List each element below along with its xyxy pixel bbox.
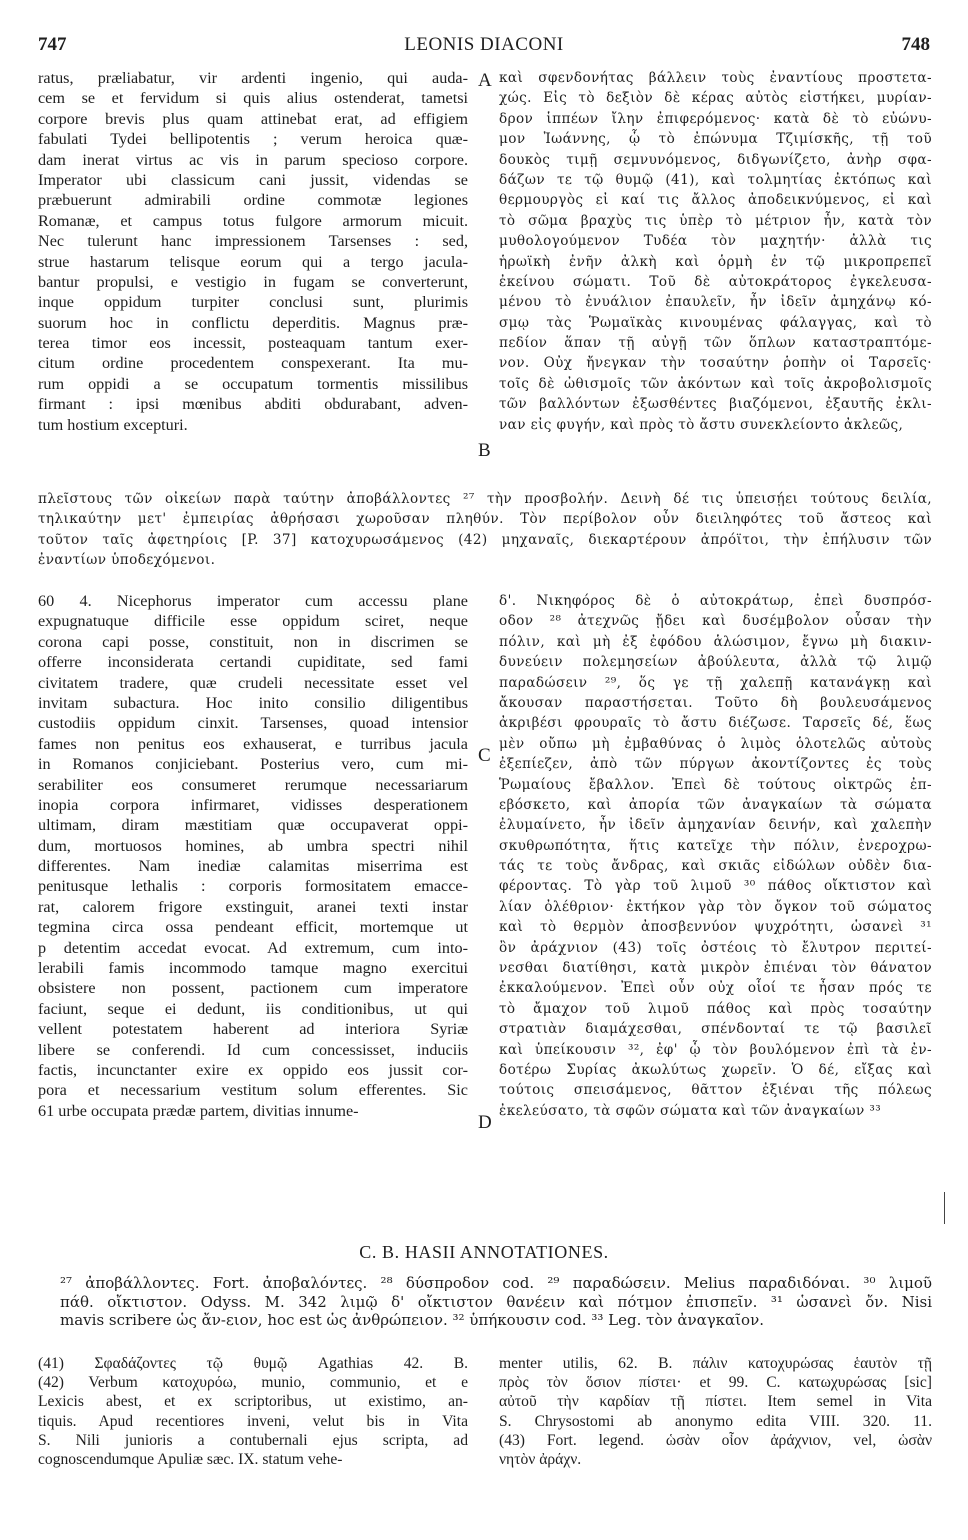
text-line: civitatem tradere, quæ crudeli necessitate esset vel [38, 673, 468, 692]
text-line: terea timor eos incessit, posteaquam tantum exer- [38, 334, 468, 353]
text-line: αὐτοῦ τὴν καρδίαν τῇ πίστει. Item semel in Vita [499, 1393, 932, 1411]
text-line: lerabili famis incommodo tamque magno exercitui [38, 959, 468, 978]
text-line: differentes. Nam inediæ calamitas miserrima est [38, 857, 468, 876]
text-line: S. Nili junioris a contubernali ejus scripta, ad [38, 1431, 468, 1449]
text-line: σμῳ τὰς Ῥωμαϊκὰς κινουμένας φάλαγγας, καὶ τὸ [499, 314, 932, 331]
text-line: serabiliter eos consumeret rerumque necessariarum [38, 775, 468, 794]
running-title: LEONIS DIACONI [404, 34, 564, 55]
text-line: νον. Οὐχ ἤνεγκαν τὴν τοσαύτην ῥοπὴν οἱ Ταρσεῖς· [499, 355, 932, 372]
margin-marker-b: B [478, 440, 491, 461]
text-line: ἀκριβέσι φρουραῖς τὸ ἄστυ διέζωσε. Ταρσεῖς δέ, ἕως [499, 715, 932, 732]
text-line: τὸ ἄμαχον τοῦ λιμοῦ πάθος καὶ πρὸς τοσαύτην [499, 1000, 932, 1017]
text-line: in Romanos conjiciebant. Posterius vero, cum mi- [38, 755, 468, 774]
text-line: rat, calorem frigore exstinguit, aranei texti instar [38, 897, 468, 916]
text-line: μὲν οὔπω μὴ ἐμβαθύνας ὁ λιμὸς ὁλοτελῶς αὐτοὺς [499, 735, 932, 752]
text-line: καὶ σφενδονήτας βάλλειν τοὺς ἐναντίους προστετα- [499, 70, 932, 86]
margin-marker-c: C [478, 745, 491, 766]
text-line: ἐκκαλούμενον. Ἐπεὶ οὖν οὐχ οἷοί τε ἦσαν πρός τε [499, 980, 932, 997]
text-line: S. Chrysostomi ab anonymo edita VIII. 320. 11. [499, 1412, 932, 1430]
text-line: ἐκείνου σώματι. Τοῦ δὲ αὐτοκράτορος ἐγκελευσα- [499, 273, 932, 290]
text-line: penitusque lethalis : corporis formositatem emacce- [38, 877, 468, 896]
text-line: θερμουργὸς εἰ καί τις ἄλλος ἀποδεικνύμενος, εἰ καὶ [499, 192, 932, 209]
text-line: τῶν βαλλόντων ἐξωσθέντες βιαζόμενοι, ἐξαυτῆς ἐκλι- [499, 396, 932, 413]
text-line: ἐναντίων ὑποδεχόμενοι. [38, 552, 216, 569]
text-line: πεδίον ἅπαν τῇ αὐγῇ τῶν ὅπλων καταστραπτόμε- [499, 335, 932, 352]
text-line: ἐξεπίεζεν, ἀπὸ τῶν πύργων ἀκοντίζοντες ἐς τοὺς [499, 756, 932, 773]
footnotes-right [499, 1354, 932, 1469]
annotations-block [60, 1274, 932, 1330]
text-line: inopia corpora infirmaret, vidisses desperationem [38, 795, 468, 814]
text-line: τοῦτον ταῖς ἀφετηρίοις [P. 37] κατοχυρωσάμενος (42) μηχαναῖς, διεκαρτέρουν ἀπρόϊτοι, τὴν ἐπήλυσιν τῶν [38, 531, 932, 548]
text-line: libere se conferendi. Id cum concessisset, induciis [38, 1040, 468, 1059]
text-line: firmant : ipsi mœnibus abditi obdurabant, adven- [38, 395, 468, 414]
text-line: suorum hoc in conflictu deperditis. Magnus præ- [38, 313, 468, 332]
text-line: ²⁷ ἀποβάλλοντες. Fort. ἀποβαλόντες. ²⁸ δύσπροδον cod. ²⁹ παραδώσειν. Melius παραδιδόναι. ³⁰ λιμοῦ [60, 1274, 932, 1292]
text-line: Ῥωμαίους ἔβαλλον. Ἐπεὶ δὲ τούτους οἰκτρῶς ἐπ- [499, 776, 932, 793]
text-line: expugnatuque difficile esse oppidum sciret, neque [38, 612, 468, 631]
page-number-left: 747 [38, 34, 67, 55]
text-line: corpore brevis plus quam attinebat erat, ad effigiem [38, 109, 468, 128]
margin-marker-a: A [478, 70, 492, 91]
page-number-right: 748 [901, 34, 930, 55]
text-line: παραδώσειν ²⁹, ὅς γε τῇ χαλεπῇ κατανάγκῃ καὶ [499, 674, 932, 691]
text-line: πρὸς τὸν ὅσιον πίστει· et 99. C. κατωχυρώσας [sic] [499, 1374, 932, 1392]
margin-marker-d: D [478, 1112, 492, 1133]
text-line: inque oppidum turpiter conclusi sunt, plurimis [38, 293, 468, 312]
text-line: ὂν ἀράχνιον (43) τοῖς ὀστέοις τὸ ἔλυτρον περιτεί- [499, 939, 932, 956]
text-line: mavis scribere ὡς ἄν-ειον, hoc est ὡς ἀνθρώπειον. ³² ὑπήκουσιν cod. ³³ Leg. τὸν ἀναγκαῖον. [60, 1311, 764, 1330]
text-line: vellent potestatem haberent ad interiora Syriæ [38, 1020, 468, 1039]
text-line: custodiis oppidum cinxit. Tarsenses, quoad intensior [38, 714, 468, 733]
text-line: factis, incunctanter exire ex oppido eos jussit cor- [38, 1060, 468, 1079]
text-line: strue hastarum telisque eorum qui a tergo jacula- [38, 252, 468, 271]
text-line: Nec tulerunt hanc impressionem Tarsenses : sed, [38, 232, 468, 251]
text-line: offerre inconsiderata certandi cupiditate, sed fami [38, 653, 468, 672]
text-line: νητὸν ἀράχν. [499, 1450, 582, 1468]
text-line: φέροντας. Τὸ γὰρ τοῦ λιμοῦ ³⁰ πάθος οἴκτιστον καὶ [499, 878, 932, 895]
latin-column-section-4 [38, 591, 468, 1121]
text-line: cognoscendumque Apuliæ sæc. IX. statum vehe- [38, 1450, 343, 1468]
text-line: μένου τὸ ἐνυάλιον ἐπαυλεῖν, ἦν ἰδεῖν ἀμηχάνῳ κό- [499, 294, 932, 311]
text-line: tegmina circa ossa pendeant efficit, mortemque ut [38, 918, 468, 937]
text-line: ratus, præliabatur, vir ardenti ingenio, qui auda- [38, 69, 468, 87]
text-line: (42) Verbum κατοχυρόω, munio, communio, et e [38, 1374, 468, 1392]
text-line: dam inerat virtus ac vis in parum specioso corpore. [38, 150, 468, 169]
text-line: οδον ²⁸ ἀτεχνῶς ᾔδει καὶ δυσέμβολον οὖσαν τὴν [499, 613, 932, 630]
text-line: corona capi posse, constituit, non in discrimen se [38, 632, 468, 651]
text-line: (43) Fort. legend. ὡσὰν οἷον ἀράχνιον, vel, ὡσὰν [499, 1431, 932, 1449]
text-line: καὶ τὸ θερμὸν ἀποσβεννύον ψυχρότητι, ὡσανεὶ ³¹ [499, 919, 932, 936]
greek-column-top [499, 68, 932, 435]
text-line: invitam subactura. Hoc inito consilio diligentibus [38, 693, 468, 712]
text-line: cem se et fervidum si quis alius ostenderat, tametsi [38, 89, 468, 108]
latin-column-top [38, 68, 468, 435]
text-line: ἐκελεύσατο, τὰ σφῶν σώματα καὶ τῶν ἀναγκαίων ³³ [499, 1102, 882, 1119]
text-line: τάς τε τοὺς ἄνδρας, καὶ σκιᾶς εἰδώλων οὐδὲν δια- [499, 858, 932, 875]
text-line: bantur propulsi, e vestigio in fugam se converterunt, [38, 272, 468, 291]
text-line: fabulati Tydei bellipotentis ; verum heroica quæ- [38, 130, 468, 149]
text-line: λίαν ὀλέθριον· ἐκτήκον γὰρ τὸν ὄγκον τοῦ σώματος [499, 898, 932, 915]
text-line: πόλιν, καὶ μὴ ἐξ ἐφόδου ἁλώσιμον, ἔγνω μὴ διακιν- [499, 633, 932, 650]
text-line: πλεῖστους τῶν οἰκείων παρὰ ταύτην ἀποβάλλοντες ²⁷ τὴν προσβολήν. Δεινὴ δέ τις ὑπεισῄει τούτους δειλία, [38, 491, 932, 507]
text-line: χώς. Εἰς τὸ δεξιὸν δὲ κέρας αὐτὸς εἱστήκει, μυρίαν- [499, 90, 932, 107]
text-line: δυνεύειν πολεμησείων ἀβούλευτα, ἀλλὰ τῷ λιμῷ [499, 654, 932, 671]
text-line: μυθολογούμενον Τυδέα τὸν μαχητήν· ἀλλὰ τις [499, 233, 932, 250]
greek-full-width-lines [38, 489, 932, 571]
text-line: tum hostium excepturi. [38, 415, 188, 434]
text-line: δρον ἱππέων ἴλην ἐπιφερόμενος· κατὰ δὲ τὸ εὐώνυ- [499, 110, 932, 127]
footnotes-left [38, 1354, 468, 1469]
running-header [38, 34, 930, 60]
annotations-heading: C. B. HASII ANNOTATIONES. [359, 1242, 609, 1262]
text-line: τὸ σῶμα βραχὺς τις ὑπὲρ τὸ μέτριον ἦν, κατὰ τὸν [499, 212, 932, 229]
text-line: μον Ἰωάννης, ᾧ τὸ ἐπώνυμα Τζιμίσκῆς, τῇ τοῦ [499, 131, 932, 148]
text-line: ultimam, diram mæstitiam quæ occupaverat oppi- [38, 816, 468, 835]
text-line: δ'. Νικηφόρος δὲ ὁ αὐτοκράτωρ, ἐπεὶ δυσπρόσ- [499, 593, 932, 609]
text-line: ναν εἰς φυγήν, καὶ πρὸς τὸ ἄστυ συνεκλείοντο ἀκλεῶς, [499, 416, 904, 433]
text-line: rum oppidi a se occupatum tormentis missilibus [38, 374, 468, 393]
text-line: δοτέρω Συρίας ἀκωλύτως χωρεῖν. Ὁ δέ, εἴξας καὶ [499, 1061, 932, 1078]
text-line: tiquis. Apud recentiores inveni, velut bis in Vita [38, 1412, 468, 1430]
text-line: τοῖς δὲ ὠθισμοῖς τῶν ἀκόντων καὶ τοῖς ἀκροβολισμοῖς [499, 375, 932, 392]
text-line: Romanæ, et campus totus fulgore armorum micuit. [38, 211, 468, 230]
text-line: τούτοις σπεισάμενος, θᾶττον ἐξιέναι τῆς πόλεως [499, 1082, 932, 1099]
text-line: dum, mortuosos homines, ab umbra spectri nihil [38, 836, 468, 855]
margin-rule [944, 1192, 945, 1224]
text-line: ἄκουσαν παραστήσεται. Τοῦτο δὴ βουλευσάμενος [499, 694, 932, 711]
text-line: στρατιὰν διαμάχεσθαι, σπένδονταί τε τῷ βασιλεῖ [499, 1021, 932, 1038]
text-line: pora et necessarium vestitum solum efferentes. Sic [38, 1081, 468, 1100]
text-line: faciunt, seque ei dedunt, iis conditionibus, ut qui [38, 999, 468, 1018]
text-line: menter utilis, 62. B. πάλιν κατοχυρώσας ἑαυτὸν τῇ [499, 1355, 932, 1372]
text-line: πάθ. οἴκτιστον. Odyss. M. 342 λιμῷ δ' οἴκτιστον θανέειν καὶ πότμον ἐπισπεῖν. ³¹ ὡσανεὶ ὄν. Nisi [60, 1292, 932, 1311]
text-line: p detentim accedat evocat. Ad extremum, cum into- [38, 938, 468, 957]
text-line: εβόσκετο, καὶ ἀπορία τῶν ἀναγκαίων τὰ σώματα [499, 796, 932, 813]
text-line: Lexicis abest, et ex scriptoribus, ut existimo, an- [38, 1393, 468, 1411]
text-line: Imperator ubi classicum cani jussit, videndas se [38, 170, 468, 189]
greek-column-section-4 [499, 591, 932, 1121]
text-line: obsistere non possent, pactionem cum imperatore [38, 979, 468, 998]
text-line: 60 4. Nicephorus imperator cum accessu plane [38, 592, 468, 610]
text-line: citum ordine procedentem conspexerant. Ita mu- [38, 354, 468, 373]
text-line: δουκὸς τιμῇ σεμνυνόμενος, διδγωνίζετο, ἀνὴρ σφα- [499, 151, 932, 168]
text-line: δάζων τε τῷ θυμῷ (41), καὶ τολμητίας ἐκτόπως καὶ [499, 171, 932, 188]
text-line: νεσθαι διατίθησι, κατὰ μικρὸν ἐπιέναι τὸν θάνατον [499, 960, 932, 977]
text-line: σκυθρωπότητα, ἥτις κατεῖχε τὴν πόλιν, ἐνεροχρω- [499, 837, 932, 854]
text-line: præbuerunt admirabili ordine commotæ legiones [38, 191, 468, 210]
text-line: fames non penitus eos exhauserat, e turribus jacula [38, 734, 468, 753]
text-line: 61 urbe occupata prædæ partem, divitias innume- [38, 1101, 359, 1120]
text-line: τηλικαύτην μετ' ἐμπειρίας ἀθρήσασι χωροῦσαν πληθύν. Τὸν περίβολον οὖν διειληφότες τοῦ ἄστεος καὶ [38, 511, 932, 528]
text-line: καὶ ὑπείκουσιν ³², ἐφ' ᾧ τὸν βουλόμενον ἐπὶ τὰ ἐν- [499, 1041, 932, 1058]
text-line: ἡρωϊκὴ ἐνῆν ἀλκὴ καὶ ὁρμὴ ἐν τῷ μικροπρεπεῖ [499, 253, 932, 270]
text-line: ἐλυμαίνετο, ἦν ἰδεῖν ἀμηχανίαν δεινήν, καὶ χαλεπὴν [499, 817, 932, 834]
text-line: (41) Σφαδάζοντες τῷ θυμῷ Agathias 42. B. [38, 1355, 468, 1372]
